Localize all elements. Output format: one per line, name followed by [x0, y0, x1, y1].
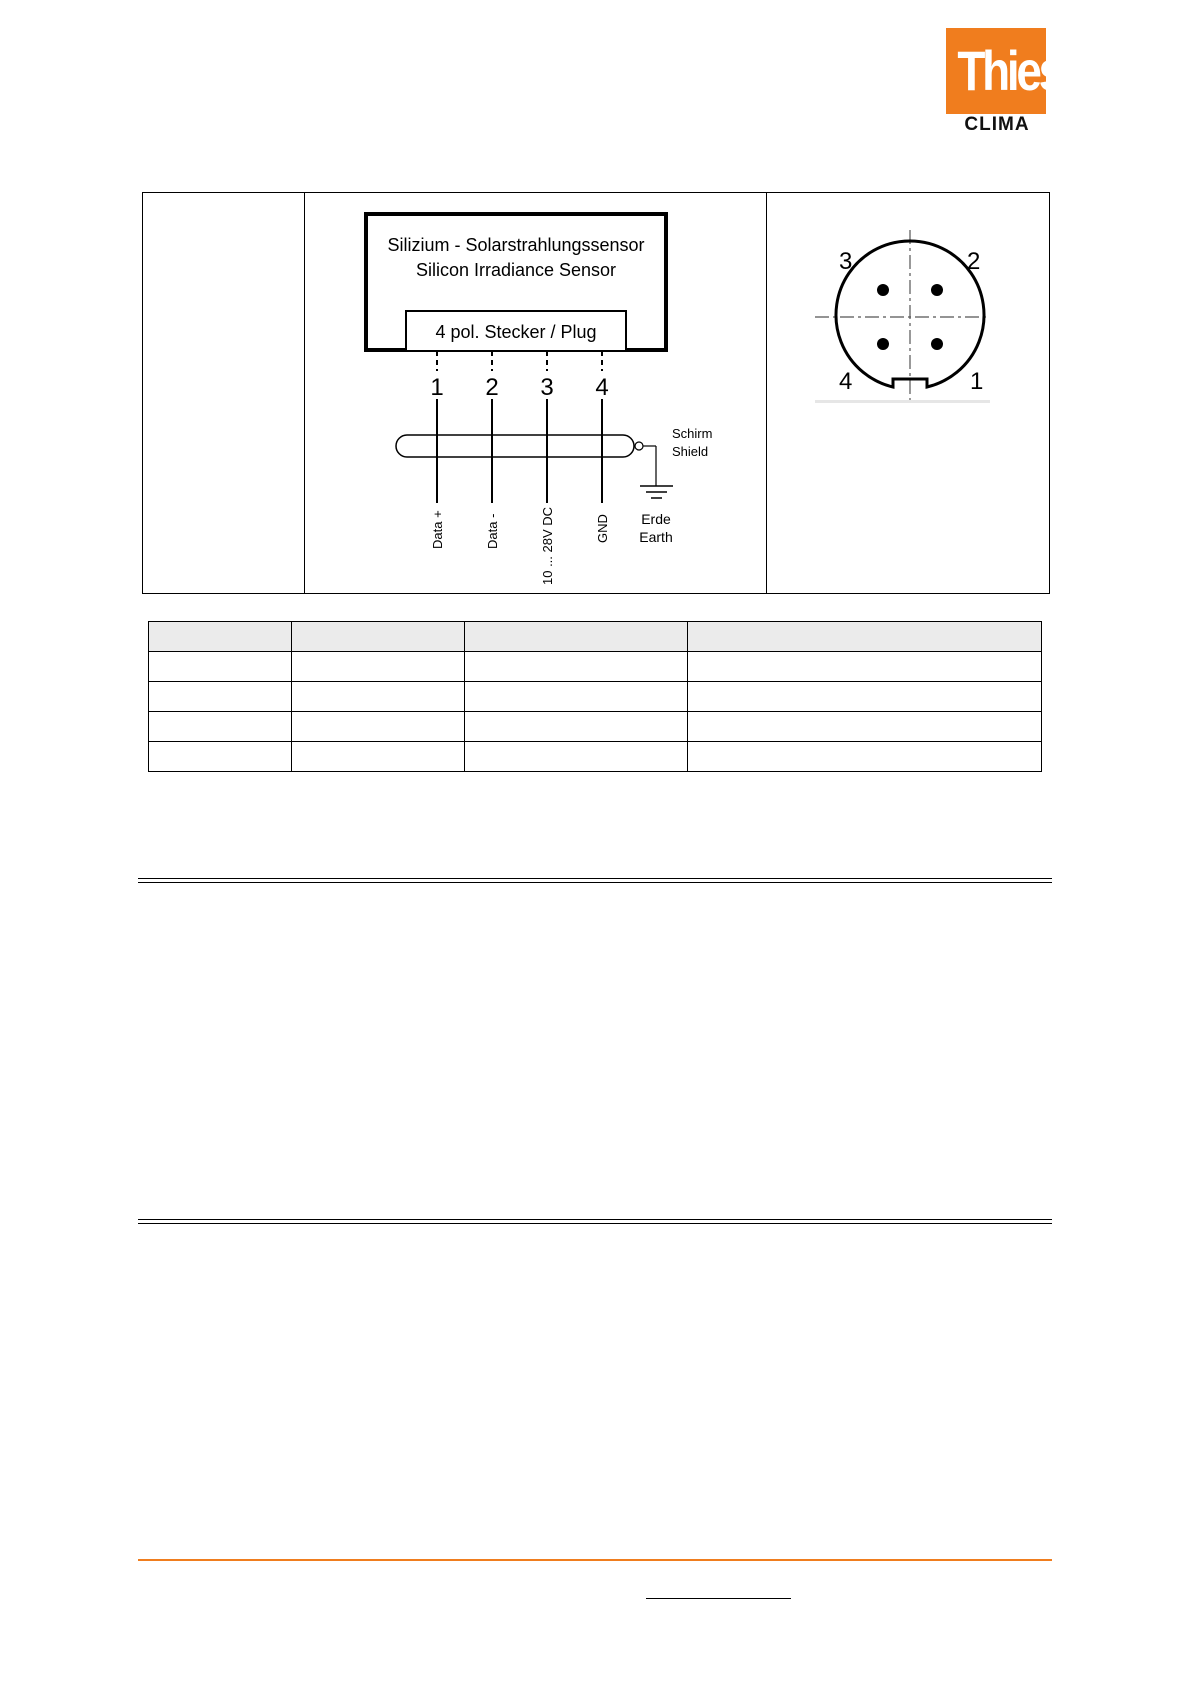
pin-number-1: 1	[430, 374, 444, 401]
pin-number-3: 3	[540, 374, 554, 401]
table-cell	[149, 652, 292, 682]
connector-pin-3	[877, 284, 889, 296]
cable-sheath	[396, 435, 634, 457]
table-cell	[465, 682, 688, 712]
table-header-cell	[688, 622, 1042, 652]
wiring-diagram	[306, 193, 766, 593]
cable-wires	[437, 399, 602, 503]
logo-brand-box	[946, 28, 1061, 114]
connector-label-4: 4	[839, 368, 853, 395]
earth-ground-icon	[640, 486, 673, 498]
table-row	[149, 652, 1042, 682]
connection-diagram-frame	[142, 192, 1050, 594]
connector-label-2: 2	[967, 248, 981, 275]
sensor-title-de: Silizium - Solarstrahlungssensor	[387, 235, 645, 255]
table-cell	[292, 742, 465, 772]
connector-pin-4	[877, 338, 889, 350]
pin-number-2: 2	[485, 374, 499, 401]
table-row	[149, 712, 1042, 742]
table-cell	[149, 742, 292, 772]
table-row	[149, 742, 1042, 772]
earth-label-en: Earth	[639, 529, 673, 545]
table-cell	[292, 712, 465, 742]
connector-label-1: 1	[970, 368, 984, 395]
logo-sub-text: CLIMA	[964, 114, 1030, 135]
pin-stubs	[437, 351, 602, 371]
table-row	[149, 682, 1042, 712]
table-cell	[688, 712, 1042, 742]
table-cell	[149, 682, 292, 712]
table-cell	[465, 712, 688, 742]
logo-brand-text: Thies	[957, 39, 1061, 102]
pin-assignment-table	[148, 621, 1042, 772]
table-header-cell	[292, 622, 465, 652]
shield-label-en: Shield	[672, 444, 709, 459]
table-cell	[292, 652, 465, 682]
table-cell	[465, 652, 688, 682]
connector-pin-2	[931, 284, 943, 296]
table-cell	[292, 682, 465, 712]
connector-pin-1	[931, 338, 943, 350]
footer-link-underline[interactable]	[646, 1598, 791, 1599]
shield-connection	[635, 442, 643, 450]
plug-label: 4 pol. Stecker / Plug	[435, 322, 597, 342]
diagram-empty-column	[143, 193, 305, 593]
section-divider	[138, 878, 1052, 883]
wire-label-gnd: GND	[595, 514, 610, 543]
footer-rule	[138, 1559, 1052, 1561]
table-header-cell	[465, 622, 688, 652]
wire-label-supply: 10 ... 28V DC	[540, 506, 555, 585]
section-divider	[138, 1219, 1052, 1224]
pin-number-4: 4	[595, 374, 609, 401]
sensor-title-en: Silicon Irradiance Sensor	[415, 260, 617, 280]
shield-label-de: Schirm	[672, 426, 713, 441]
table-cell	[688, 682, 1042, 712]
table-cell	[149, 712, 292, 742]
table-cell	[465, 742, 688, 772]
table-cell	[688, 742, 1042, 772]
wire-label-data-plus: Data +	[430, 510, 445, 549]
table-cell	[688, 652, 1042, 682]
connector-label-3: 3	[839, 248, 853, 275]
table-header-cell	[149, 622, 292, 652]
thies-clima-logo	[946, 28, 1061, 135]
earth-label-de: Erde	[641, 511, 671, 527]
connector-face-view	[815, 193, 1035, 413]
table-header-row	[149, 622, 1042, 652]
wire-label-data-minus: Data -	[485, 513, 500, 549]
